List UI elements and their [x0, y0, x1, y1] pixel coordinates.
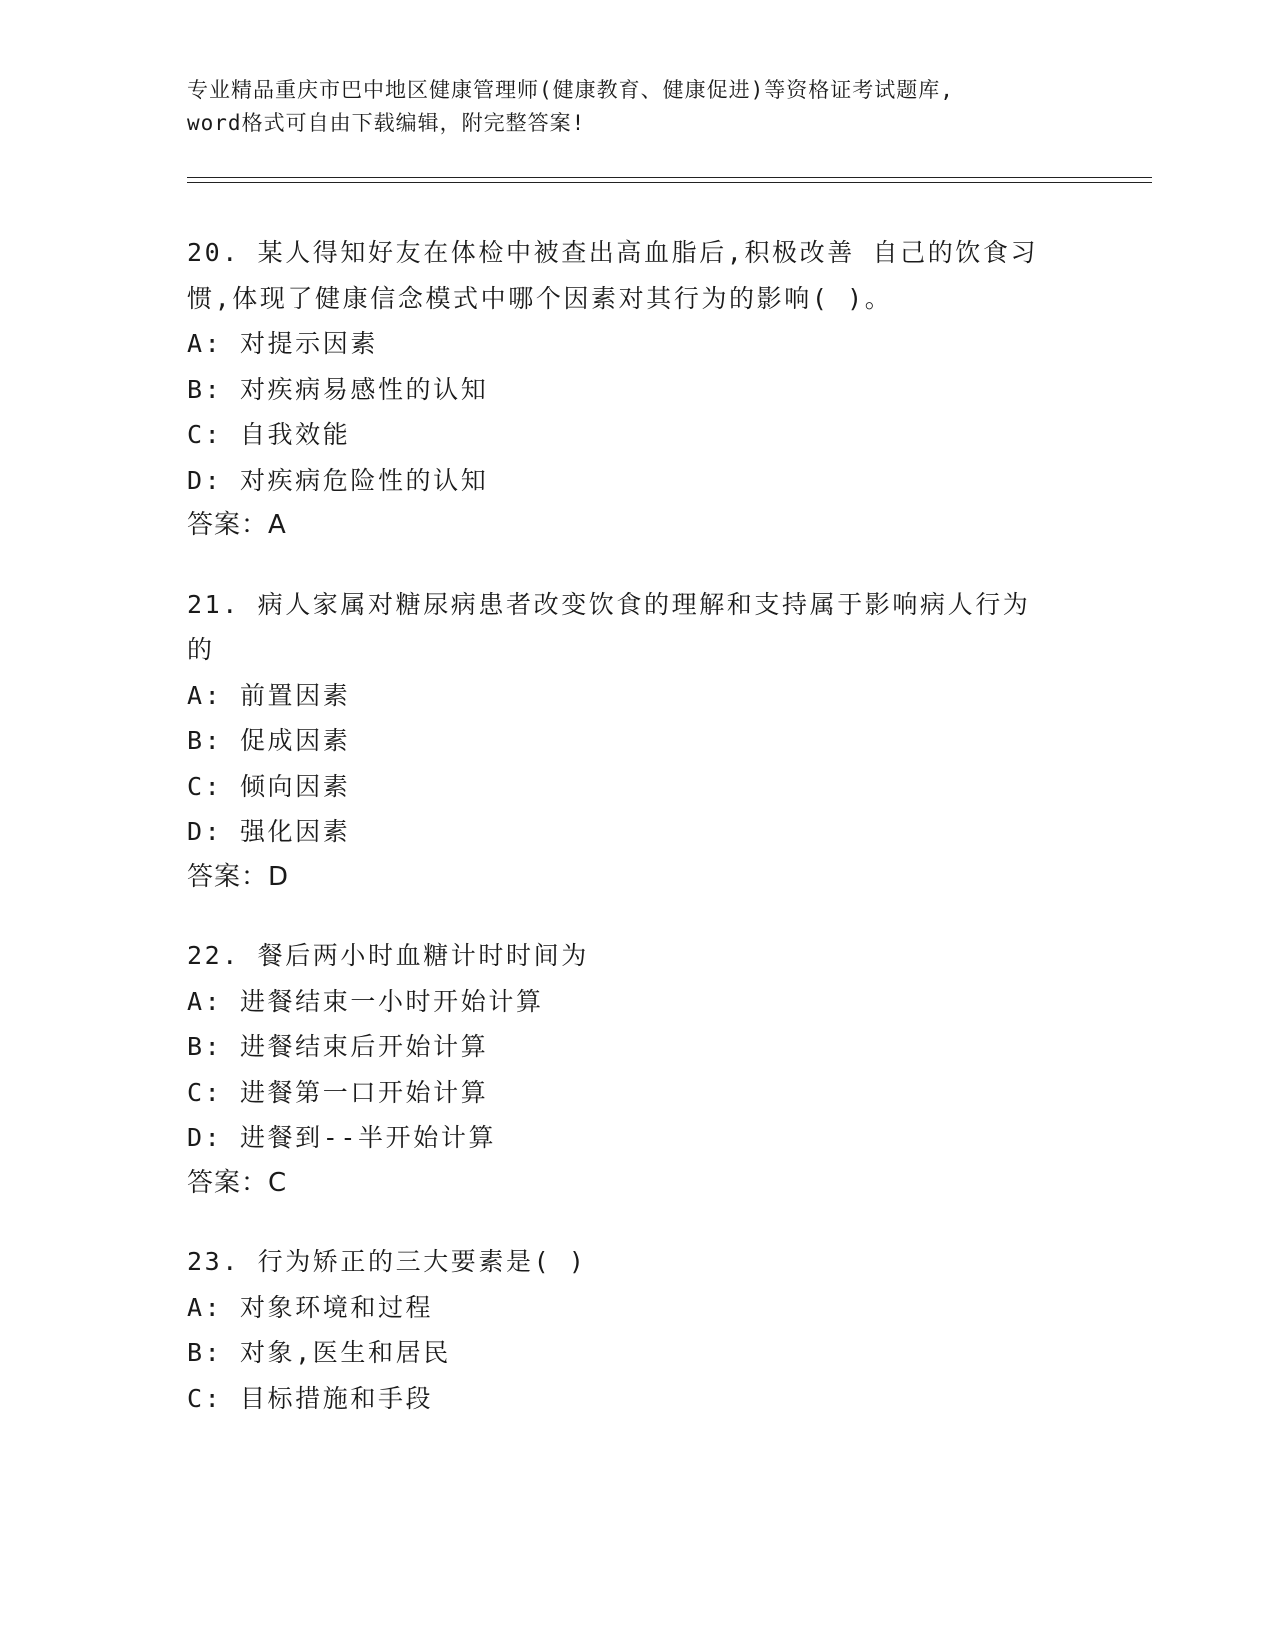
header-line-2: word格式可自由下载编辑，附完整答案!: [187, 111, 586, 135]
option-b: B: 对疾病易感性的认知: [187, 374, 489, 404]
answer-label: 答案：D: [187, 861, 290, 892]
option-a: A: 对提示因素: [187, 329, 378, 358]
option-c: C: 自我效能: [187, 420, 351, 449]
option-c: C: 目标措施和手段: [187, 1383, 434, 1413]
question-21: [187, 582, 1087, 901]
option-a: A: 前置因素: [187, 680, 351, 710]
question-20: [187, 230, 1087, 549]
question-stem: 22. 餐后两小时血糖计时时间为: [187, 941, 589, 970]
question-stem: 21. 病人家属对糖尿病患者改变饮食的理解和支持属于影响病人行为: [187, 589, 1031, 619]
header-divider-top: [187, 177, 1152, 178]
question-stem: 20. 某人得知好友在体检中被查出高血脂后,积极改善 自己的饮食习: [187, 238, 1039, 267]
option-d: D: 对疾病危险性的认知: [187, 465, 489, 495]
question-22: [187, 933, 1087, 1206]
option-d: D: 进餐到--半开始计算: [187, 1123, 497, 1152]
question-list: [187, 230, 1087, 1454]
option-a: A: 进餐结束一小时开始计算: [187, 986, 544, 1016]
option-d: D: 强化因素: [187, 817, 351, 846]
document-header: [187, 74, 1087, 140]
header-divider-bottom: [187, 182, 1152, 183]
answer-label: 答案：C: [187, 1167, 288, 1198]
option-c: C: 进餐第一口开始计算: [187, 1077, 489, 1107]
option-a: A: 对象环境和过程: [187, 1292, 434, 1322]
option-b: B: 促成因素: [187, 726, 351, 755]
question-stem: 23. 行为矫正的三大要素是( ): [187, 1247, 587, 1276]
answer-label: 答案：A: [187, 510, 287, 540]
header-line-1: 专业精品重庆市巴中地区健康管理师(健康教育、健康促进)等资格证考试题库,: [187, 78, 954, 102]
option-c: C: 倾向因素: [187, 771, 351, 801]
option-b: B: 对象,医生和居民: [187, 1338, 451, 1367]
question-stem-continued: 惯,体现了健康信念模式中哪个因素对其行为的影响( )。: [187, 283, 893, 313]
option-b: B: 进餐结束后开始计算: [187, 1032, 489, 1061]
question-23: [187, 1239, 1087, 1421]
question-stem-continued: 的: [187, 635, 215, 664]
